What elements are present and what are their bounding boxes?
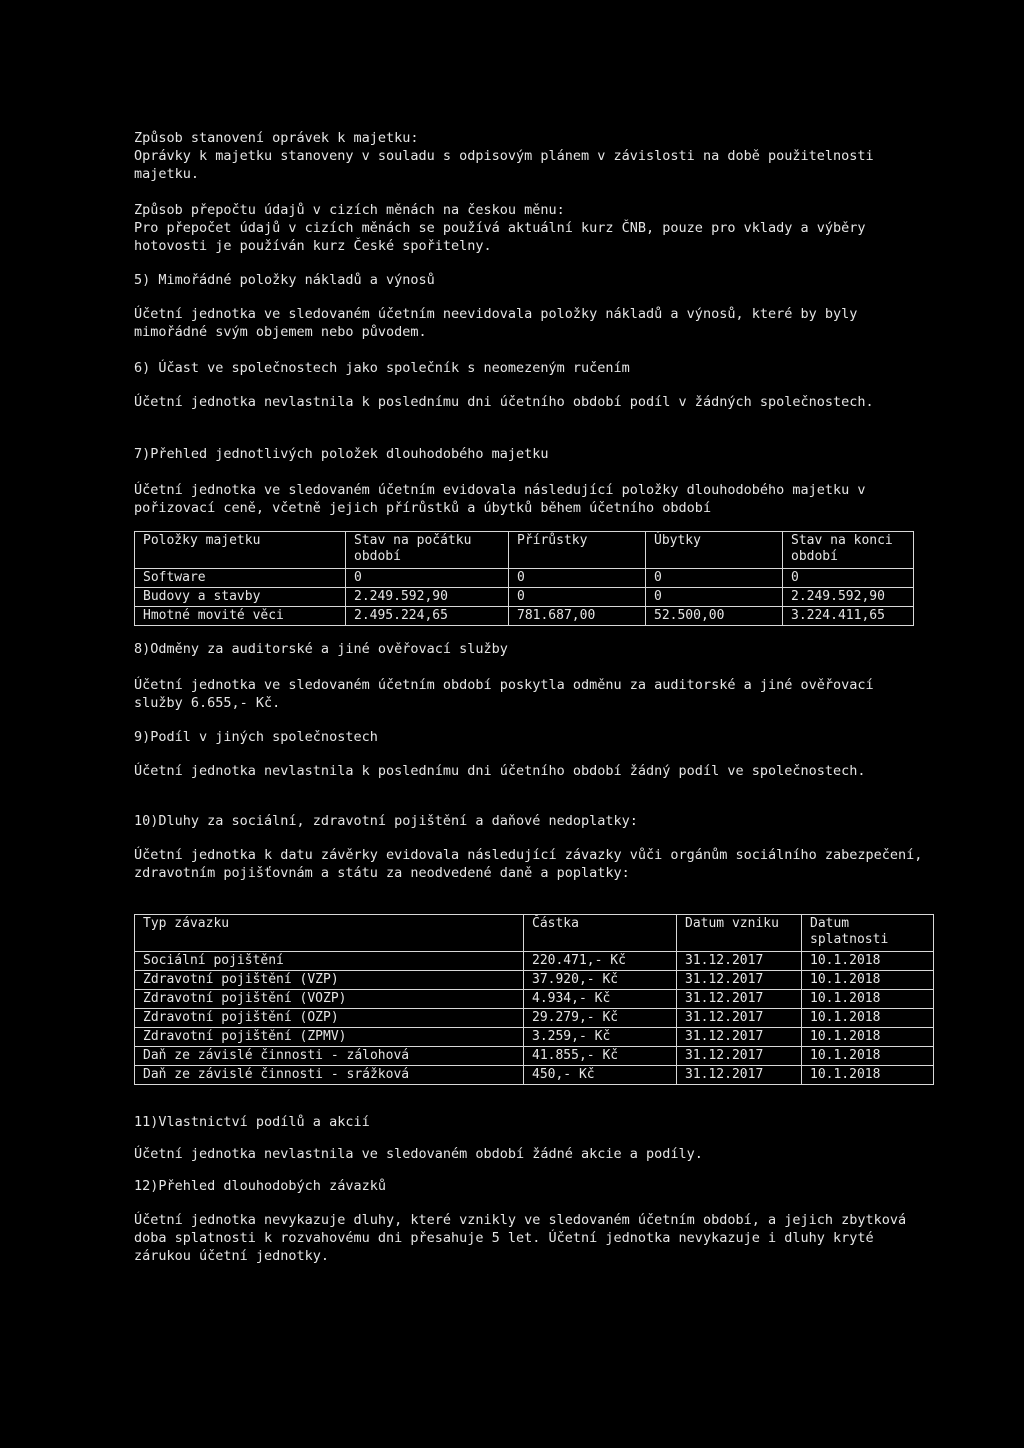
table-cell: 2.495.224,65 — [346, 607, 509, 626]
table-cell: 0 — [346, 569, 509, 588]
column-header: Úbytky — [646, 532, 783, 569]
column-header: Datum splatnosti — [802, 915, 934, 952]
table-header-row — [135, 532, 914, 569]
table-cell: 0 — [646, 569, 783, 588]
table-cell: 31.12.2017 — [677, 1028, 802, 1047]
table-cell: 2.249.592,90 — [783, 588, 914, 607]
table-row — [135, 607, 914, 626]
table-cell: 10.1.2018 — [802, 1009, 934, 1028]
section-10-heading: 10)Dluhy za sociální, zdravotní pojištění a daňové nedoplatky: — [134, 813, 638, 829]
depreciation-title: Způsob stanovení oprávek k majetku: — [134, 130, 419, 146]
column-header: Stav na počátku období — [346, 532, 509, 569]
section-5-text: Účetní jednotka ve sledovaném účetním neevidovala položky nákladů a výnosů, které by byly mimořádné svým objemem nebo původem. — [134, 306, 866, 340]
table-cell: Zdravotní pojištění (VOZP) — [135, 990, 524, 1009]
table-cell: 3.224.411,65 — [783, 607, 914, 626]
currency-text: Pro přepočet údajů v cizích měnách se používá aktuální kurz ČNB, pouze pro vklady a výběry hotovosti je používán kurz České spořitelny. — [134, 220, 874, 254]
table-cell: 450,- Kč — [524, 1066, 677, 1085]
table-cell: Zdravotní pojištění (ZPMV) — [135, 1028, 524, 1047]
section-8-heading: 8)Odměny za auditorské a jiné ověřovací služby — [134, 641, 508, 657]
table-cell: 37.920,- Kč — [524, 971, 677, 990]
table-row — [135, 952, 934, 971]
section-10-text: Účetní jednotka k datu závěrky evidovala následující závazky vůči orgánům sociálního zabezpečení, zdravotním pojišťovnám a státu za neodvedené daně a poplatky: — [134, 847, 931, 881]
table-cell: 3.259,- Kč — [524, 1028, 677, 1047]
section-6-text: Účetní jednotka nevlastnila k poslednímu dni účetního období podíl v žádných společnostech. — [134, 394, 874, 410]
column-header: Typ závazku — [135, 915, 524, 952]
table-cell: 10.1.2018 — [802, 971, 934, 990]
table-row — [135, 1066, 934, 1085]
column-header: Přírůstky — [509, 532, 646, 569]
table-cell: Daň ze závislé činnosti - zálohová — [135, 1047, 524, 1066]
table-cell: 0 — [509, 569, 646, 588]
section-12-text: Účetní jednotka nevykazuje dluhy, které vznikly ve sledovaném účetním období, a jejich zbytková doba splatnosti k rozvahovému dni přesahuje 5 let. Účetní jednotka nevykazuje i dluhy kryté zárukou účetní jednotky. — [134, 1212, 915, 1264]
table-cell: Daň ze závislé činnosti - srážková — [135, 1066, 524, 1085]
table-cell: 41.855,- Kč — [524, 1047, 677, 1066]
table-row — [135, 990, 934, 1009]
section-9-heading: 9)Podíl v jiných společnostech — [134, 729, 378, 745]
table-cell: 4.934,- Kč — [524, 990, 677, 1009]
depreciation-text: Oprávky k majetku stanoveny v souladu s odpisovým plánem v závislosti na době použitelnosti majetku. — [134, 148, 882, 182]
section-12-heading: 12)Přehled dlouhodobých závazků — [134, 1178, 386, 1194]
table-cell: Budovy a stavby — [135, 588, 346, 607]
table-cell: 0 — [646, 588, 783, 607]
table-cell: 10.1.2018 — [802, 1066, 934, 1085]
table-cell: 10.1.2018 — [802, 990, 934, 1009]
table-cell: Software — [135, 569, 346, 588]
table-cell: Sociální pojištění — [135, 952, 524, 971]
table-cell: 0 — [509, 588, 646, 607]
table-cell: Hmotné movité věci — [135, 607, 346, 626]
table-cell: 31.12.2017 — [677, 952, 802, 971]
section-11-heading: 11)Vlastnictví podílů a akcií — [134, 1114, 370, 1130]
section-7-heading: 7)Přehled jednotlivých položek dlouhodobého majetku — [134, 446, 549, 462]
section-8-text: Účetní jednotka ve sledovaném účetním období poskytla odměnu za auditorské a jiné ověřovací služby 6.655,- Kč. — [134, 677, 882, 711]
table-cell: 220.471,- Kč — [524, 952, 677, 971]
section-11-text: Účetní jednotka nevlastnila ve sledovaném období žádné akcie a podíly. — [134, 1146, 703, 1162]
table-cell: Zdravotní pojištění (VZP) — [135, 971, 524, 990]
table-cell: 52.500,00 — [646, 607, 783, 626]
table-header-row — [135, 915, 934, 952]
table-row — [135, 569, 914, 588]
section-9-text: Účetní jednotka nevlastnila k poslednímu dni účetního období žádný podíl ve společnostech. — [134, 763, 866, 779]
column-header: Položky majetku — [135, 532, 346, 569]
section-5-heading: 5) Mimořádné položky nákladů a výnosů — [134, 272, 435, 288]
section-7-text: Účetní jednotka ve sledovaném účetním evidovala následující položky dlouhodobého majetku v pořizovací ceně, včetně jejich přírůstků a úbytků během účetního období — [134, 482, 874, 516]
column-header: Stav na konci období — [783, 532, 914, 569]
currency-title: Způsob přepočtu údajů v cizích měnách na českou měnu: — [134, 202, 565, 218]
table-cell: 10.1.2018 — [802, 1047, 934, 1066]
table-row — [135, 1028, 934, 1047]
table-cell: 29.279,- Kč — [524, 1009, 677, 1028]
table-cell: Zdravotní pojištění (OZP) — [135, 1009, 524, 1028]
table-cell: 31.12.2017 — [677, 990, 802, 1009]
table-row — [135, 1047, 934, 1066]
table-row — [135, 588, 914, 607]
table-cell: 10.1.2018 — [802, 952, 934, 971]
table-cell: 31.12.2017 — [677, 1066, 802, 1085]
column-header: Datum vzniku — [677, 915, 802, 952]
table-cell: 0 — [783, 569, 914, 588]
table-cell: 10.1.2018 — [802, 1028, 934, 1047]
table-cell: 2.249.592,90 — [346, 588, 509, 607]
table-row — [135, 1009, 934, 1028]
table-row — [135, 971, 934, 990]
section-6-heading: 6) Účast ve společnostech jako společník s neomezeným ručením — [134, 360, 630, 376]
liabilities-table — [134, 914, 934, 1085]
table-cell: 31.12.2017 — [677, 1047, 802, 1066]
assets-table — [134, 531, 914, 626]
column-header: Částka — [524, 915, 677, 952]
table-cell: 31.12.2017 — [677, 971, 802, 990]
table-cell: 781.687,00 — [509, 607, 646, 626]
table-cell: 31.12.2017 — [677, 1009, 802, 1028]
